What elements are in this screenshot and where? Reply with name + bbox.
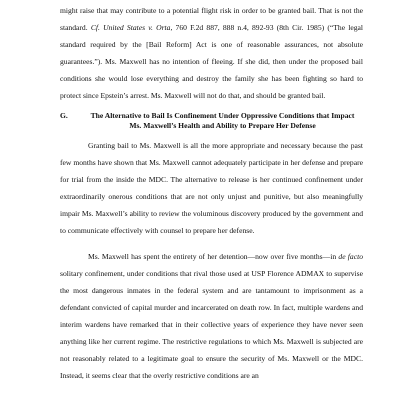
section-letter: G. <box>60 111 68 120</box>
section-title: The Alternative to Bail Is Confinement Under Oppressive Conditions that Impact Ms. Maxwell’s Health and Ability to Prepare Her Defense <box>90 111 355 130</box>
emphasis-term: de facto <box>338 252 363 261</box>
document-page <box>60 0 363 384</box>
case-citation: Cf. United States v. Orta <box>90 23 171 32</box>
paragraph-text: might raise that may contribute to a potential flight risk in order to be granted bail. That is not the standard. <box>60 6 363 32</box>
paragraph-text: , 760 F.2d 887, 888 n.4, 892-93 (8th Cir. 1985) (“The legal standard required by the [Bail Reform] Act is one of reasonable assurances, not absolute guarantees.”). Ms. Maxwell has no intention of fleeing. If she did, then under the proposed bail conditions she would lose everything and destroy the family she has been fighting so hard to protect since Epstein’s arrest. Ms. Maxwell will not do that, and should be granted bail. <box>60 23 363 100</box>
paragraph-detention-conditions <box>60 248 363 384</box>
section-heading <box>60 111 363 131</box>
paragraph-gap <box>60 239 363 248</box>
paragraph-alternative-to-bail: Granting bail to Ms. Maxwell is all the more appropriate and necessary because the past few months have shown that Ms. Maxwell cannot adequately participate in her defense and prepare for trial from the inside the MDC. The alternative to release is her continued confinement under extraordinarily onerous conditions that are not only unjust and punitive, but also meaningfully impair Ms. Maxwell’s ability to review the voluminous discovery produced by the government and to communicate effectively with counsel to prepare her defense. <box>60 141 363 235</box>
paragraph-flight-risk <box>60 2 363 104</box>
paragraph-text: solitary confinement, under conditions that rival those used at USP Florence ADMAX to supervise the most dangerous inmates in the federal system and are tantamount to imprisonment as a defendant convicted of capital murder and incarcerated on death row. In fact, multiple wardens and interim wardens have remarked that in their collective years of experience they have never seen anything like her current regime. The restrictive regulations to which Ms. Maxwell is subjected are not reasonably related to a legitimate goal to ensure the security of Ms. Maxwell or the MDC. Instead, it seems clear that the overly restrictive conditions are an <box>60 269 363 380</box>
paragraph-text: Ms. Maxwell has spent the entirety of her detention—now over five months—in <box>88 252 339 261</box>
